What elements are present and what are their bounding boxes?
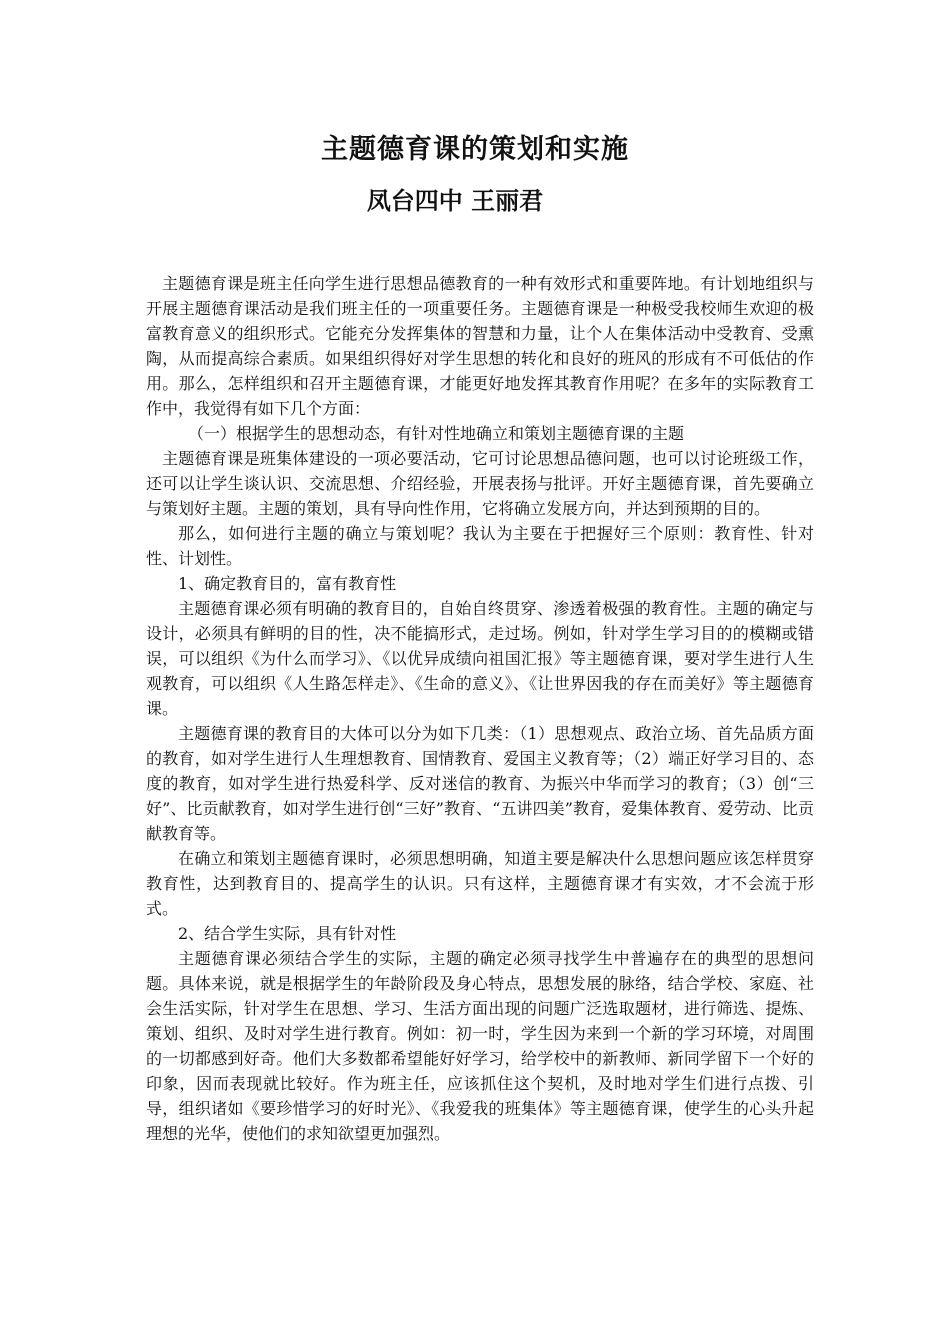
- paragraph: 那么，如何进行主题的确立与策划呢？我认为主要在于把握好三个原则：教育性、针对性、计划性。: [146, 524, 814, 568]
- subheading-2: 2、结合学生实际，具有针对性: [178, 924, 397, 943]
- paragraph: 主题德育课的教育目的大体可以分为如下几类：（1）思想观点、政治立场、首先品质方面的教育，如对学生进行人生理想教育、国情教育、爱国主义教育等；（2）端正好学习目的、态度的教育，如对学生进行热爱科学、反对迷信的教育、为振兴中华而学习的教育；（3）创“三好”、比贡献教育，如对学生进行创“三好”教育、“五讲四美”教育，爱集体教育、爱劳动、比贡献教育等。: [146, 724, 814, 843]
- paragraph: 主题德育课是班集体建设的一项必要活动，它可讨论思想品德问题，也可以讨论班级工作，还可以让学生谈认识、交流思想、介绍经验，开展表扬与批评。开好主题德育课，首先要确立与策划好主题。主题的策划，具有导向性作用，它将确立发展方向，并达到预期的目的。: [146, 449, 814, 518]
- subheading-1: 1、确定教育目的，富有教育性: [178, 574, 397, 593]
- document-author: 凤台四中 王丽君: [366, 187, 544, 215]
- paragraph: 主题德育课必须有明确的教育目的，自始自终贯穿、渗透着极强的教育性。主题的确定与设计，必须具有鲜明的目的性，决不能搞形式，走过场。例如，针对学生学习目的的模糊或错误，可以组织《为什么而学习》、《以优异成绩向祖国汇报》等主题德育课，要对学生进行人生观教育，可以组织《人生路怎样走》、《生命的意义》、《让世界因我的存在而美好》等主题德育课。: [146, 599, 814, 718]
- paragraph: 主题德育课必须结合学生的实际，主题的确定必须寻找学生中普遍存在的典型的思想问题。具体来说，就是根据学生的年龄阶段及身心特点，思想发展的脉络，结合学校、家庭、社会生活实际，针对学生在思想、学习、生活方面出现的问题广泛选取题材，进行筛选、提炼、策划、组织、及时对学生进行教育。例如：初一时，学生因为来到一个新的学习环境，对周围的一切都感到好奇。他们大多数都希望能好好学习，给学校中的新教师、新同学留下一个好的印象，因而表现就比较好。作为班主任，应该抓住这个契机，及时地对学生们进行点拨、引导，组织诸如《要珍惜学习的好时光》、《我爱我的班集体》等主题德育课，使学生的心头升起理想的光华，使他们的求知欲望更加强烈。: [146, 949, 814, 1143]
- section-heading-1: （一）根据学生的思想动态，有针对性地确立和策划主题德育课的主题: [188, 424, 685, 443]
- document-body: [146, 271, 814, 1146]
- document-title: 主题德育课的策划和实施: [321, 134, 629, 165]
- paragraph: 在确立和策划主题德育课时，必须思想明确，知道主要是解决什么思想问题应该怎样贯穿教育性，达到教育目的、提高学生的认识。只有这样，主题德育课才有实效，才不会流于形式。: [146, 849, 814, 918]
- paragraph-intro: 主题德育课是班主任向学生进行思想品德教育的一种有效形式和重要阵地。有计划地组织与开展主题德育课活动是我们班主任的一项重要任务。主题德育课是一种极受我校师生欢迎的极富教育意义的组织形式。它能充分发挥集体的智慧和力量，让个人在集体活动中受教育、受熏陶，从而提高综合素质。如果组织得好对学生思想的转化和良好的班风的形成有不可低估的作用。那么，怎样组织和召开主题德育课，才能更好地发挥其教育作用呢？在多年的实际教育工作中，我觉得有如下几个方面：: [146, 274, 814, 418]
